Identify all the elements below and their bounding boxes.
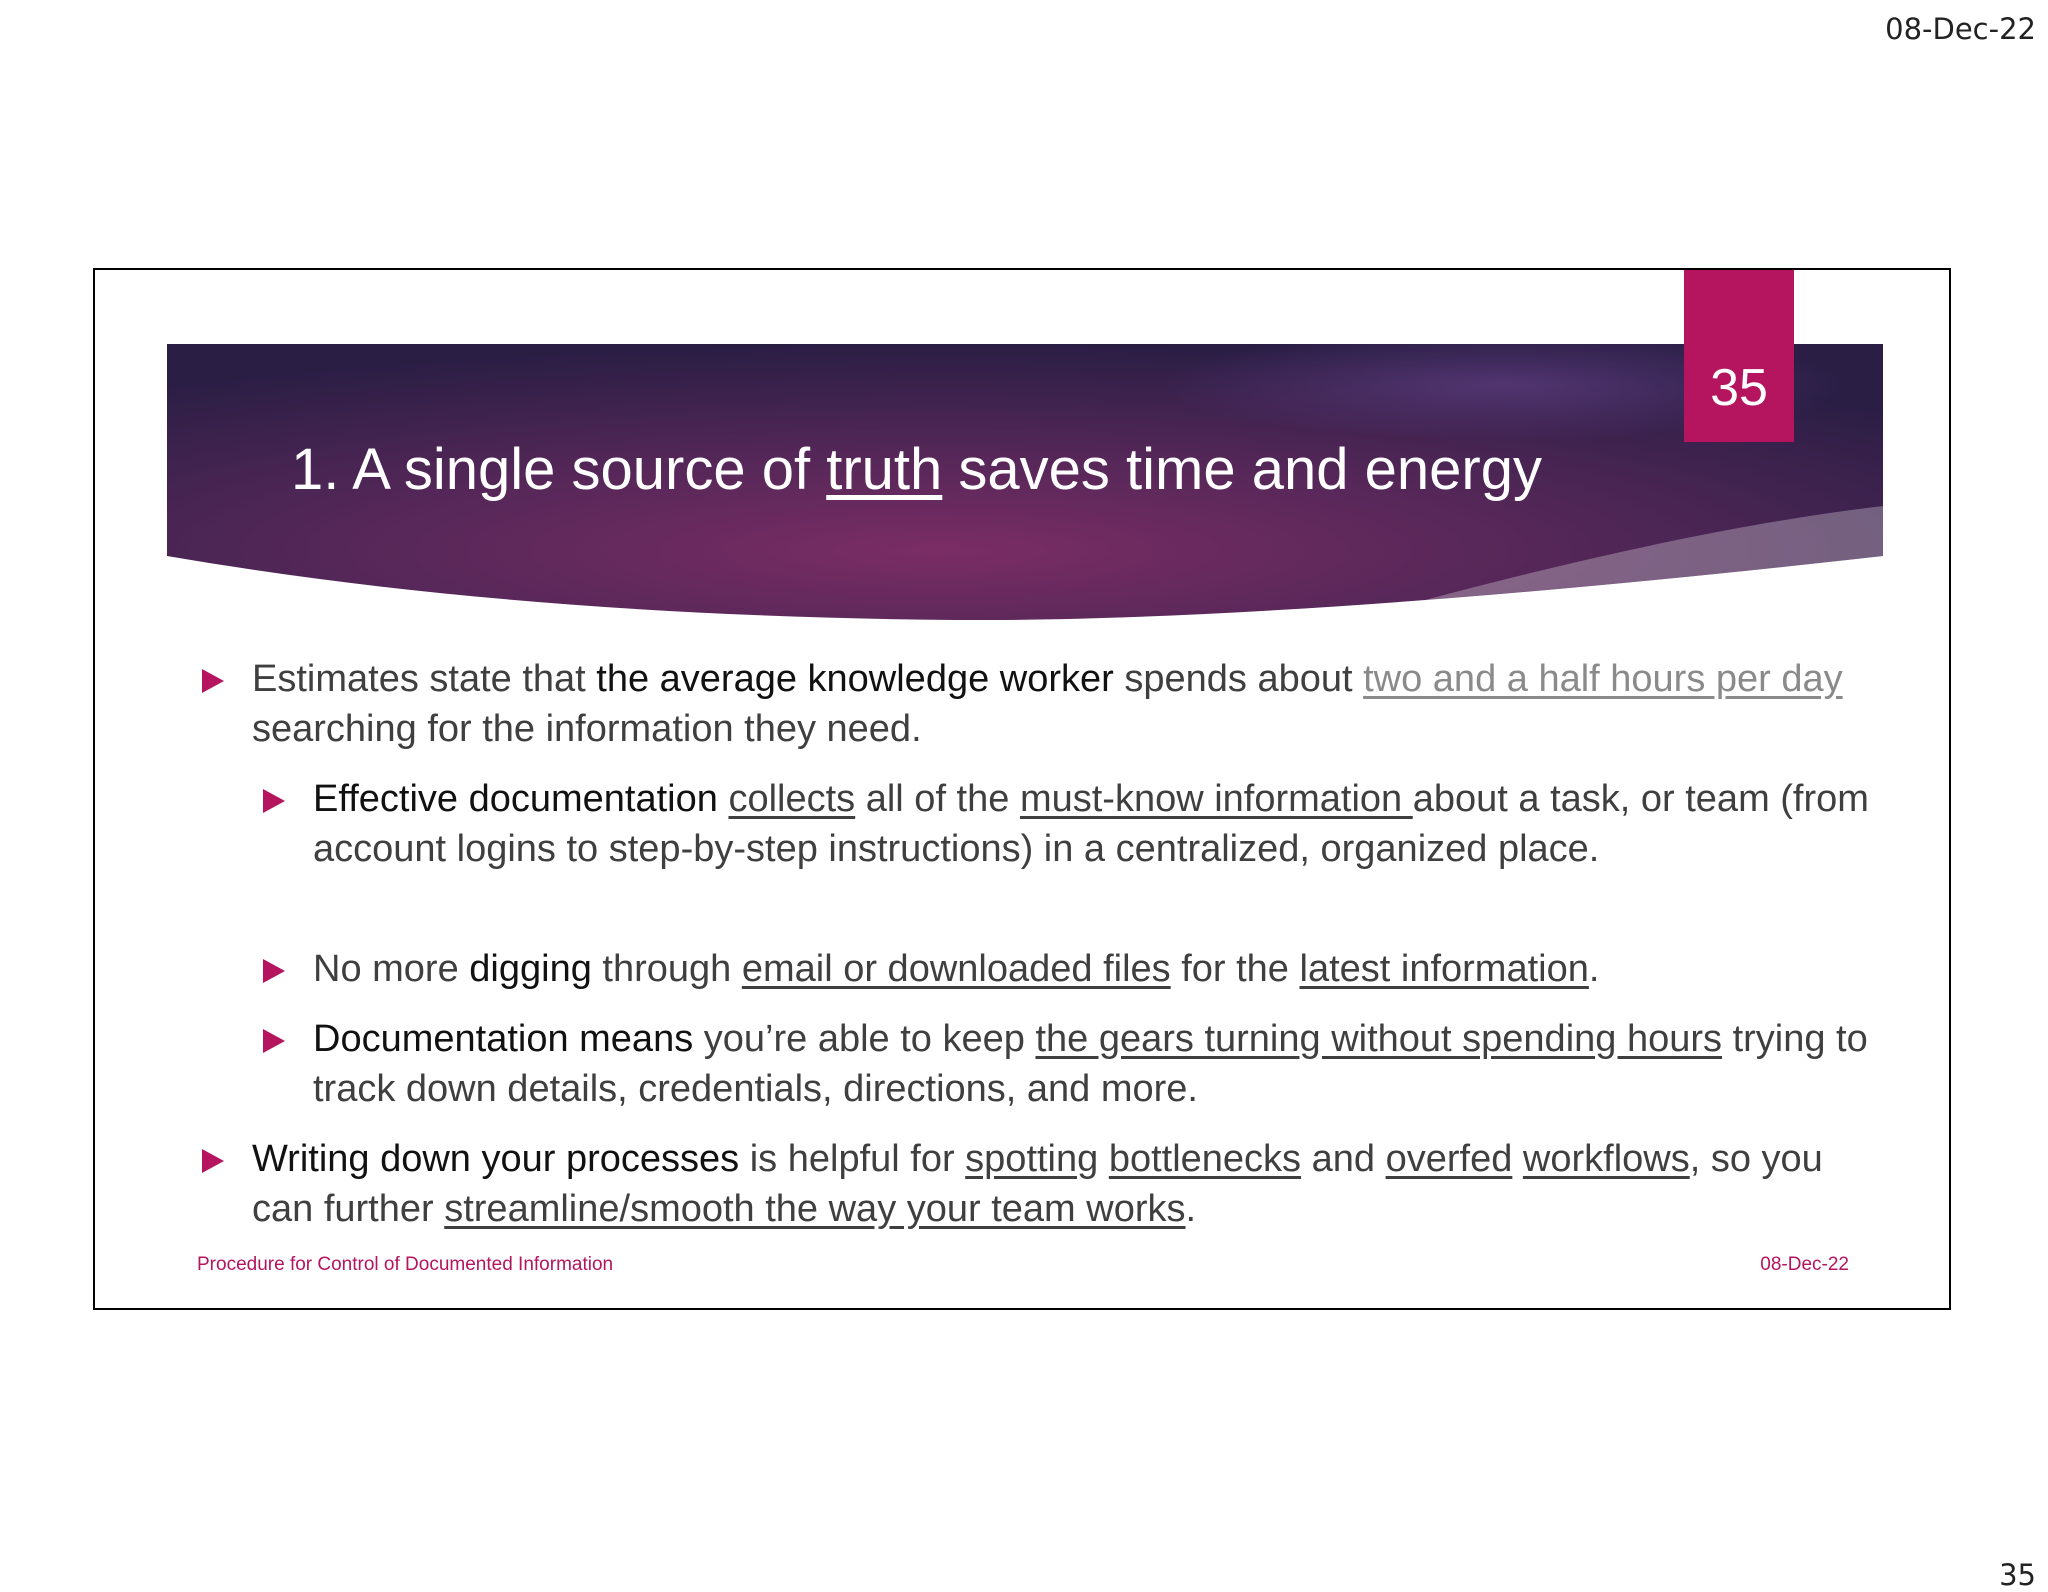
bullet-text — [1098, 1138, 1109, 1180]
bullet-emphasis-text: Writing down your processes — [252, 1138, 740, 1180]
slide-title — [291, 436, 1542, 503]
bullet-arrow-icon — [263, 959, 285, 983]
bullet-underlined-text: collects — [728, 778, 856, 820]
bullet-emphasis-text: digging — [469, 948, 592, 990]
bullet-link-text[interactable]: two and a half hours per day — [1363, 658, 1843, 700]
bullet-text: for the — [1170, 948, 1300, 990]
bullet-emphasis-text: Effective documentation — [313, 778, 718, 820]
bullet-text: . — [1185, 1188, 1197, 1230]
bullet-text: trying to track down details, credentials, directions, and more. — [313, 1018, 1868, 1110]
title-before: 1. A single source of — [291, 437, 827, 502]
bullet-item — [313, 944, 1893, 994]
footer-date: 08-Dec-22 — [1760, 1254, 1849, 1275]
bullet-item — [252, 1134, 1892, 1234]
bullet-text: , so you can further — [252, 1138, 1823, 1230]
bullet-underlined-text: workflows — [1522, 1138, 1690, 1180]
bullet-text: is helpful for — [739, 1138, 966, 1180]
bullet-item — [252, 654, 1892, 754]
bullet-text: Estimates state that — [252, 658, 597, 700]
bullet-arrow-icon — [202, 1149, 224, 1173]
bullet-underlined-text: the gears turning without spending hours — [1035, 1018, 1723, 1060]
bullet-text: you’re able to keep — [693, 1018, 1036, 1060]
bullet-text: . — [1588, 948, 1600, 990]
bullet-text: through — [591, 948, 742, 990]
bullet-text: No more — [313, 948, 470, 990]
bullet-underlined-text: email or downloaded files — [741, 948, 1171, 990]
bullet-arrow-icon — [263, 789, 285, 813]
bullet-text: and — [1301, 1138, 1386, 1180]
bullet-item — [313, 774, 1893, 874]
page-number: 35 — [1999, 1558, 2036, 1592]
bullet-item — [313, 1014, 1893, 1114]
bullet-underlined-text: must-know information — [1019, 778, 1413, 820]
title-underlined-word: truth — [826, 437, 943, 502]
slide-number-badge: 35 — [1684, 270, 1794, 442]
bullet-underlined-text: spotting — [965, 1138, 1099, 1180]
bullet-text — [718, 778, 729, 820]
footer-title: Procedure for Control of Documented Information — [197, 1254, 614, 1275]
bullet-text: all of the — [855, 778, 1020, 820]
bullet-underlined-text: latest information — [1299, 948, 1589, 990]
bullet-text: spends about — [1113, 658, 1364, 700]
bullet-text: about a task, or team (from account logins to step-by-step instructions) in a centralized, organized place. — [313, 778, 1869, 870]
bullet-arrow-icon — [263, 1029, 285, 1053]
title-after: saves time and energy — [942, 437, 1542, 502]
bullet-emphasis-text: the average knowledge worker — [596, 658, 1114, 700]
bullet-arrow-icon — [202, 669, 224, 693]
page-date: 08-Dec-22 — [1885, 12, 2036, 46]
bullet-emphasis-text: Documentation means — [313, 1018, 694, 1060]
bullet-underlined-text: overfed — [1385, 1138, 1513, 1180]
bullet-text — [1512, 1138, 1523, 1180]
bullet-text: searching for the information they need. — [252, 708, 922, 750]
slide — [93, 268, 1951, 1310]
bullet-underlined-text: streamline/smooth the way your team works — [444, 1188, 1186, 1230]
bullet-underlined-text: bottlenecks — [1108, 1138, 1302, 1180]
